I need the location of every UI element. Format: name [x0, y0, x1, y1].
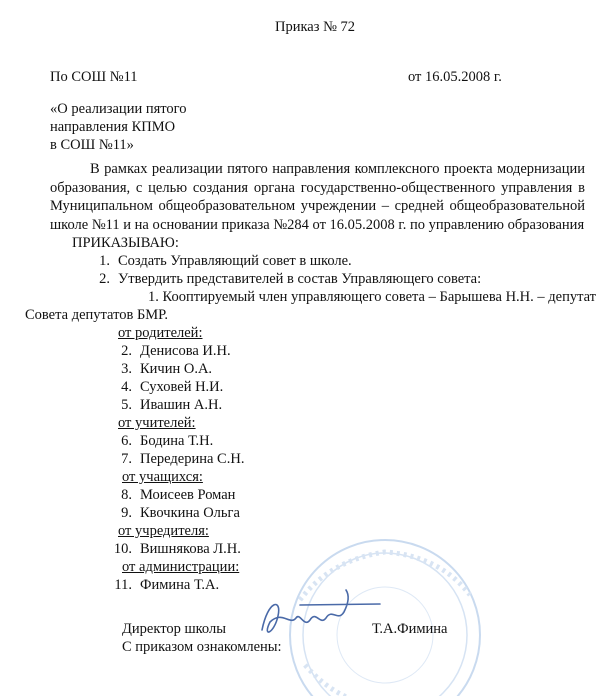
group-label-teachers: от учителей: — [118, 415, 196, 431]
member-row — [110, 360, 212, 378]
member-number: 4. — [121, 379, 132, 395]
member-number: 2. — [121, 343, 132, 359]
member-name: Фимина Т.А. — [140, 577, 220, 593]
director-name: Т.А.Фимина — [372, 621, 448, 637]
order-item-number: 2. — [99, 271, 110, 287]
acquainted-label: С приказом ознакомлены: — [122, 639, 282, 655]
member-name: Денисова И.Н. — [140, 343, 231, 359]
member-number: 11. — [114, 577, 132, 593]
order-word: ПРИКАЗЫВАЮ: — [72, 235, 179, 251]
member-number: 10. — [113, 541, 132, 557]
group-label-parents: от родителей: — [118, 325, 203, 341]
order-item-text: Создать Управляющий совет в школе. — [118, 253, 352, 269]
member-name: Моисеев Роман — [140, 487, 236, 503]
member-row — [110, 504, 240, 522]
group-label-students: от учащихся: — [122, 469, 203, 485]
order-item-2 — [88, 270, 481, 288]
subject-line-1: «О реализации пятого — [50, 101, 187, 117]
member-name: Ивашин А.Н. — [140, 397, 223, 413]
member-name: Бодина Т.Н. — [140, 433, 214, 449]
order-item-1 — [88, 252, 352, 270]
member-row — [110, 486, 235, 504]
signature-scribble — [262, 590, 380, 632]
member-number: 7. — [121, 451, 132, 467]
school-name: По СОШ №11 — [50, 69, 138, 85]
order-item-text: Утвердить представителей в состав Управляющего совета: — [118, 271, 482, 287]
order-date: от 16.05.2008 г. — [408, 69, 502, 85]
member-number: 5. — [121, 397, 132, 413]
director-label: Директор школы — [122, 621, 226, 637]
coopted-line-2: Совета депутатов БМР. — [25, 307, 169, 323]
member-number: 3. — [121, 361, 132, 377]
order-title: Приказ № 72 — [275, 19, 356, 35]
order-item-number: 1. — [99, 253, 110, 269]
member-name: Суховей Н.И. — [140, 379, 224, 395]
member-name: Квочкина Ольга — [140, 505, 240, 521]
member-row — [110, 396, 222, 414]
subject-line-3: в СОШ №11» — [50, 137, 134, 153]
member-name: Вишнякова Л.Н. — [140, 541, 241, 557]
member-name: Передерина С.Н. — [140, 451, 245, 467]
coopted-line-1: 1. Кооптируемый член управляющего совета – Барышева Н.Н. – депутат — [148, 289, 596, 305]
member-number: 8. — [121, 487, 132, 503]
member-row — [110, 432, 213, 450]
subject-line-2: направления КПМО — [50, 119, 176, 135]
member-row — [110, 450, 244, 468]
member-name: Кичин О.А. — [140, 361, 213, 377]
member-row — [110, 540, 241, 558]
member-row — [110, 342, 231, 360]
group-label-admin: от администрации: — [122, 559, 240, 575]
member-number: 9. — [121, 505, 132, 521]
member-number: 6. — [121, 433, 132, 449]
group-label-founder: от учредителя: — [118, 523, 209, 539]
body-paragraph: В рамках реализации пятого направления комплексного проекта модернизации образования, с целью создания органа государственно-общественного управления в Муниципальном общеобразовательном учреждении – средней общеобразовательной школе №11 и на основании приказа №284 от 16.05.2008 г. по управлению образования — [50, 161, 585, 233]
member-row — [110, 576, 219, 594]
member-row — [110, 378, 223, 396]
